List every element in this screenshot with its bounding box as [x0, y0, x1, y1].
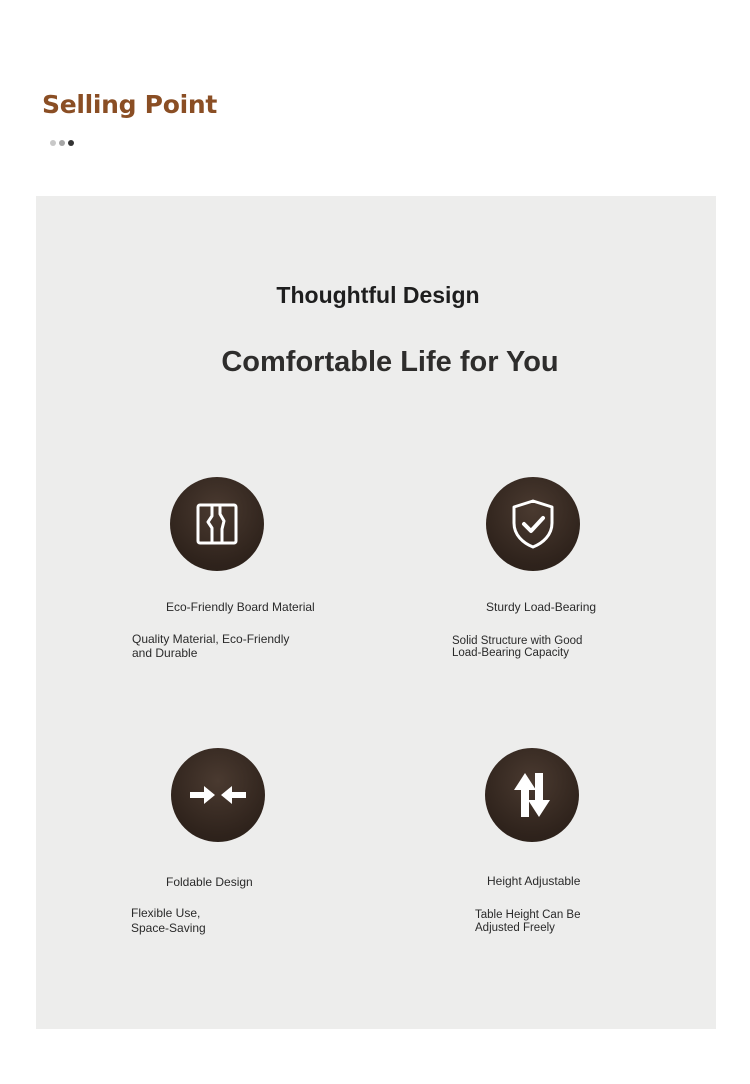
- feature-title-sturdy: Sturdy Load-Bearing: [486, 600, 597, 614]
- decorative-dots: [50, 140, 74, 146]
- fold-arrows-icon: [171, 748, 265, 842]
- board-icon: [170, 477, 264, 571]
- panel-headline: Thoughtful Design: [276, 282, 480, 308]
- up-down-arrows-icon: [485, 748, 579, 842]
- section-title: Selling Point: [42, 90, 217, 119]
- feature-title-foldable: Foldable Design: [166, 875, 253, 889]
- shield-check-icon: [486, 477, 580, 571]
- panel-subheadline: Comfortable Life for You: [221, 346, 559, 378]
- feature-desc-height: Table Height Can Be Adjusted Freely: [475, 909, 581, 934]
- dot-dark: [68, 140, 74, 146]
- dot-light: [50, 140, 56, 146]
- dot-medium: [59, 140, 65, 146]
- feature-title-eco: Eco-Friendly Board Material: [166, 600, 315, 614]
- feature-title-height: Height Adjustable: [487, 874, 581, 888]
- feature-desc-eco: Quality Material, Eco-Friendly and Durable: [132, 632, 290, 660]
- features-panel: [36, 196, 716, 1029]
- feature-desc-foldable: Flexible Use, Space-Saving: [131, 906, 206, 935]
- feature-desc-sturdy: Solid Structure with Good Load-Bearing Capacity: [452, 635, 583, 659]
